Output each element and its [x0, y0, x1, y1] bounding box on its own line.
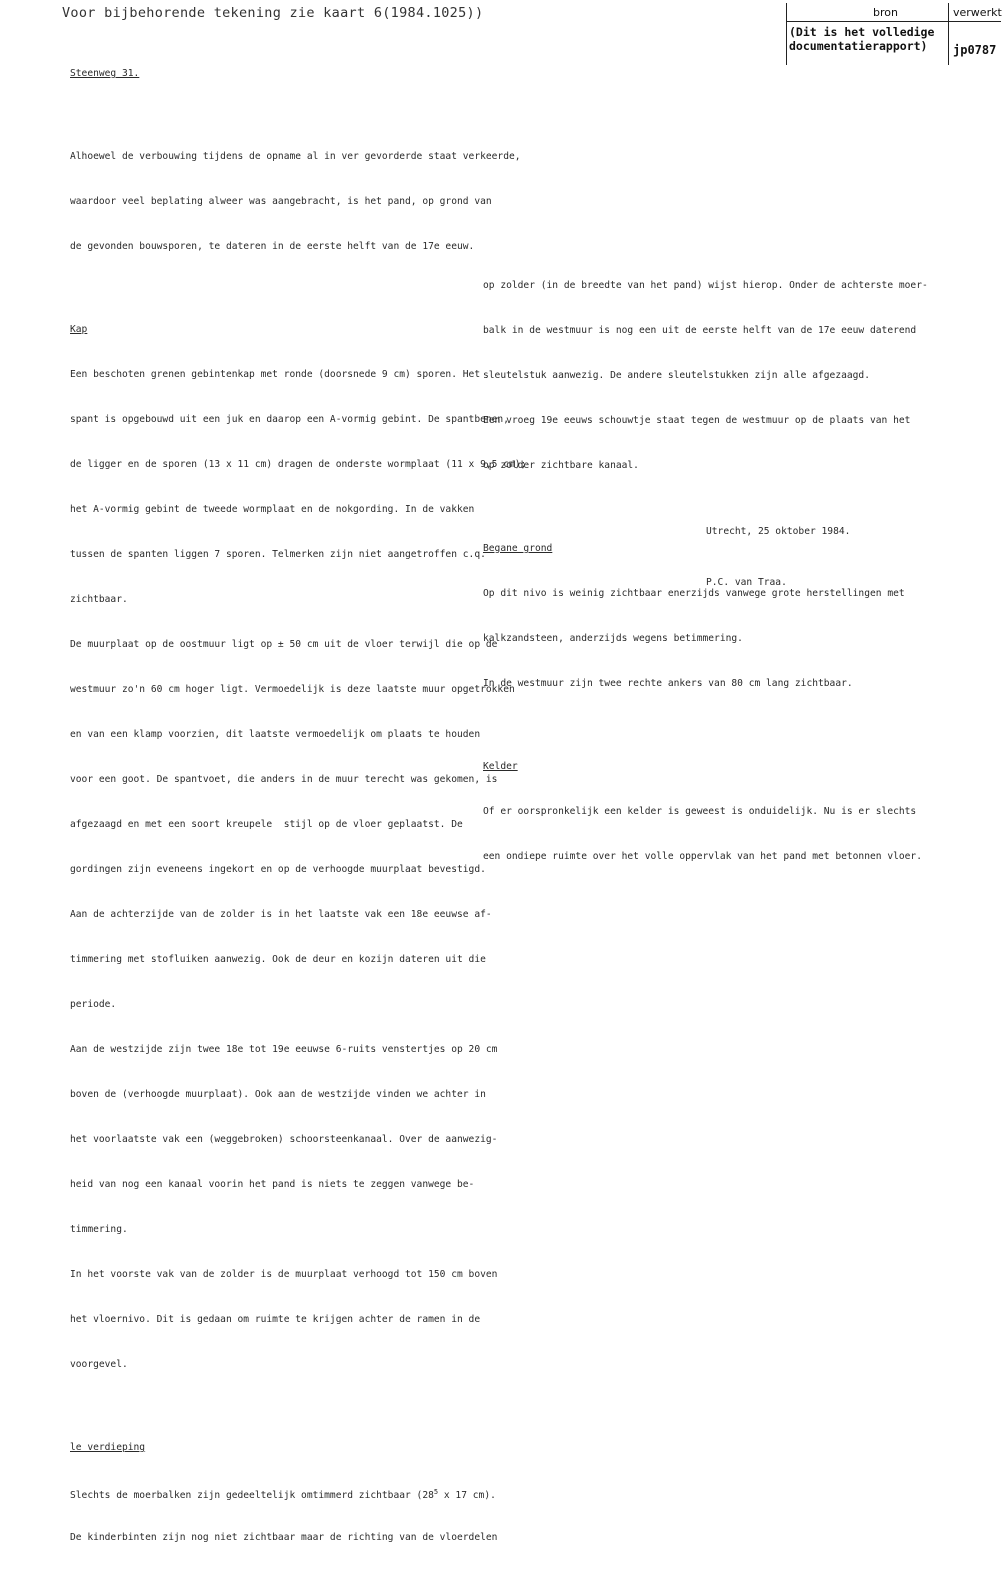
kelder-heading: Kelder	[483, 761, 518, 772]
kap-line: gordingen zijn eveneens ingekort en op de verhoogde muurplaat bevestigd.	[70, 864, 486, 875]
kap-line: voor een goot. De spantvoet, die anders in de muur terecht was gekomen, is	[70, 774, 498, 785]
verdieping-line: De kinderbinten zijn nog niet zichtbaar maar de richting van de vloerdelen	[70, 1532, 498, 1543]
kap-line: boven de (verhoogde muurplaat). Ook aan de westzijde vinden we achter in	[70, 1089, 486, 1100]
kap-line: Een beschoten grenen gebintenkap met ronde (doorsnede 9 cm) sporen. Het	[70, 369, 481, 380]
kap-line: het voorlaatste vak een (weggebroken) schoorsteenkanaal. Over de aanwezig-	[70, 1134, 498, 1145]
kap-line: Aan de achterzijde van de zolder is in het laatste vak een 18e eeuwse af-	[70, 909, 492, 920]
kap-line: zichtbaar.	[70, 594, 128, 605]
table-note-line-1: (Dit is het volledige	[789, 25, 935, 39]
signature-place-date: Utrecht, 25 oktober 1984.	[706, 526, 851, 537]
kap-heading: Kap	[70, 324, 88, 335]
verdieping-text-b: x 17 cm).	[438, 1490, 496, 1502]
begane-grond-line: Op dit nivo is weinig zichtbaar enerzijds vanwege grote herstellingen met	[483, 588, 905, 599]
kap-line: timmering met stofluiken aanwezig. Ook de deur en kozijn dateren uit die	[70, 954, 486, 965]
document-id: jp0787	[953, 43, 997, 57]
kap-line: het A-vormig gebint de tweede wormplaat en de nokgording. In de vakken	[70, 504, 475, 515]
verdieping-line	[70, 1485, 526, 1500]
left-text-column	[70, 36, 526, 1575]
address-heading: Steenweg 31.	[70, 68, 140, 79]
metadata-table	[786, 3, 1001, 65]
kap-line: tussen de spanten liggen 7 sporen. Telmerken zijn niet aangetroffen c.q.	[70, 549, 486, 560]
kap-line: afgezaagd en met een soort kreupele stijl op de vloer geplaatst. De	[70, 819, 463, 830]
kap-line: Aan de westzijde zijn twee 18e tot 19e eeuwse 6-ruits venstertjes op 20 cm	[70, 1044, 498, 1055]
kap-line: spant is opgebouwd uit een juk en daarop een A-vormig gebint. De spantbenen,	[70, 414, 509, 425]
kap-line: en van een klamp voorzien, dit laatste vermoedelijk om plaats te houden	[70, 729, 481, 740]
table-header-verwerkt: verwerkt	[953, 6, 1002, 19]
verdieping-superscript: 5	[433, 1488, 439, 1496]
begane-grond-line: In de westmuur zijn twee rechte ankers van 80 cm lang zichtbaar.	[483, 678, 853, 689]
intro-line: Alhoewel de verbouwing tijdens de opname al in ver gevorderde staat verkeerde,	[70, 151, 521, 162]
begane-grond-heading: Begane grond	[483, 543, 553, 554]
signature-block	[706, 489, 850, 625]
continuation-line: op zolder (in de breedte van het pand) wijst hierop. Onder de achterste moer-	[483, 280, 928, 291]
kap-line: heid van nog een kanaal voorin het pand is niets te zeggen vanwege be-	[70, 1179, 475, 1190]
verdieping-heading: le verdieping	[70, 1442, 146, 1453]
kap-line: voorgevel.	[70, 1359, 128, 1370]
kap-line: timmering.	[70, 1224, 128, 1235]
kap-line: het vloernivo. Dit is gedaan om ruimte te krijgen achter de ramen in de	[70, 1314, 481, 1325]
kap-line: De muurplaat op de oostmuur ligt op ± 50 cm uit de vloer terwijl die op de	[70, 639, 498, 650]
continuation-line: balk in de westmuur is nog een uit de eerste helft van de 17e eeuw daterend	[483, 325, 917, 336]
begane-grond-line: kalkzandsteen, anderzijds wegens betimmering.	[483, 633, 743, 644]
kelder-line: Of er oorspronkelijk een kelder is geweest is onduidelijk. Nu is er slechts	[483, 806, 917, 817]
verdieping-text-a: Slechts de moerbalken zijn gedeeltelijk omtimmerd zichtbaar (28	[70, 1490, 434, 1502]
continuation-line: sleutelstuk aanwezig. De andere sleutelstukken zijn alle afgezaagd.	[483, 370, 870, 381]
kap-line: westmuur zo'n 60 cm hoger ligt. Vermoedelijk is deze laatste muur opgetrokken	[70, 684, 515, 695]
intro-line: waardoor veel beplating alweer was aangebracht, is het pand, op grond van	[70, 196, 492, 207]
kap-line: de ligger en de sporen (13 x 11 cm) dragen de onderste wormplaat (11 x 9,5 cm);	[70, 459, 527, 470]
table-header-bron: bron	[873, 6, 898, 19]
continuation-line: op zolder zichtbare kanaal.	[483, 460, 639, 471]
kelder-line: een ondiepe ruimte over het volle oppervlak van het pand met betonnen vloer.	[483, 851, 922, 862]
kap-line: In het voorste vak van de zolder is de muurplaat verhoogd tot 150 cm boven	[70, 1269, 498, 1280]
signature-author: P.C. van Traa.	[706, 577, 787, 588]
table-note	[789, 25, 945, 53]
continuation-line: Een vroeg 19e eeuws schouwtje staat tegen de westmuur op de plaats van het	[483, 415, 911, 426]
table-note-line-2: documentatierapport)	[789, 39, 928, 53]
intro-line: de gevonden bouwsporen, te dateren in de eerste helft van de 17e eeuw.	[70, 241, 475, 252]
kap-line: periode.	[70, 999, 117, 1010]
drawing-reference: Voor bijbehorende tekening zie kaart 6(1984.1025))	[62, 5, 484, 21]
